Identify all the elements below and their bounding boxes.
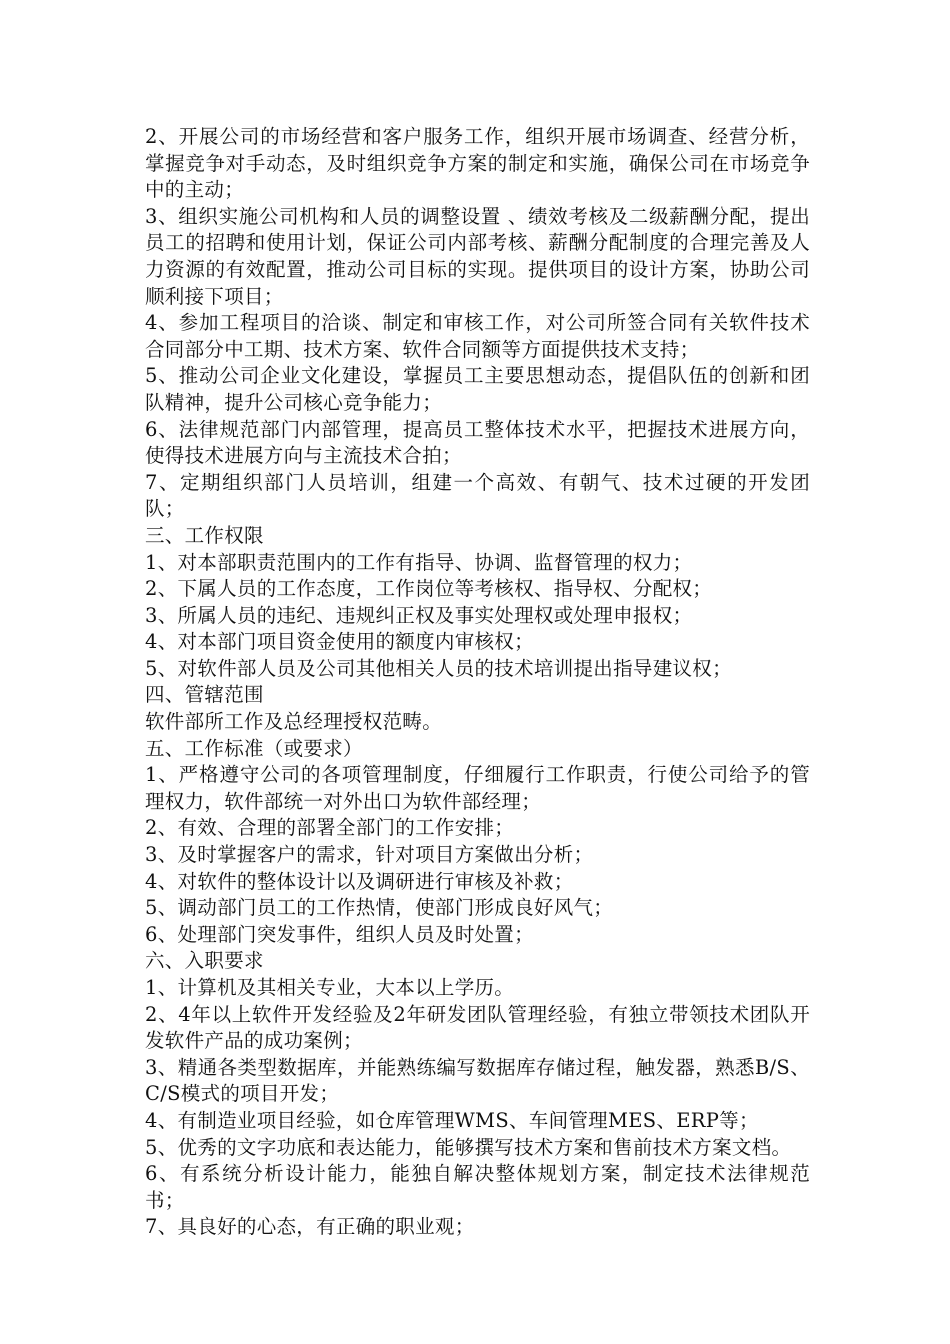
duty-item-5: 5、推动公司企业文化建设，掌握员工主要思想动态，提倡队伍的创新和团队精神，提升公司核心竞争能力；: [145, 364, 810, 414]
requirement-item-7: 7、具良好的心态，有正确的职业观；: [145, 1215, 475, 1239]
requirement-item-4: 4、有制造业项目经验，如仓库管理WMS、车间管理MES、ERP等；: [145, 1108, 759, 1132]
authority-item-4: 4、对本部门项目资金使用的额度内审核权；: [145, 630, 534, 654]
standard-item-1: 1、严格遵守公司的各项管理制度，仔细履行工作职责，行使公司给予的管理权力，软件部统一对外出口为软件部经理；: [145, 763, 810, 813]
requirement-item-6: 6、有系统分析设计能力，能独自解决整体规划方案，制定技术法律规范书；: [145, 1162, 810, 1212]
duty-item-7: 7、定期组织部门人员培训，组建一个高效、有朝气、技术过硬的开发团队；: [145, 470, 810, 521]
requirement-item-2: 2、4年以上软件开发经验及2年研发团队管理经验，有独立带领技术团队开发软件产品的成功案例；: [145, 1002, 810, 1053]
scope-text: 软件部所工作及总经理授权范畴。: [145, 710, 443, 734]
requirement-item-5: 5、优秀的文字功底和表达能力，能够撰写技术方案和售前技术方案文档。: [145, 1135, 792, 1159]
section-heading-standards: 五、工作标准（或要求）: [145, 736, 363, 760]
standard-item-2: 2、有效、合理的部署全部门的工作安排；: [145, 816, 515, 840]
standard-item-4: 4、对软件的整体设计以及调研进行审核及补救；: [145, 869, 574, 893]
duty-item-6: 6、法律规范部门内部管理，提高员工整体技术水平，把握技术进展方向，使得技术进展方向与主流技术合拍；: [145, 417, 810, 468]
standard-item-6: 6、处理部门突发事件，组织人员及时处置；: [145, 922, 534, 946]
authority-item-1: 1、对本部职责范围内的工作有指导、协调、监督管理的权力；: [145, 550, 693, 574]
section-heading-scope: 四、管辖范围: [145, 683, 264, 707]
document-body: [145, 124, 810, 1241]
authority-item-3: 3、所属人员的违纪、违规纠正权及事实处理权或处理申报权；: [145, 603, 693, 627]
standard-item-5: 5、调动部门员工的工作热情，使部门形成良好风气；: [145, 896, 614, 920]
requirement-item-3: 3、精通各类型数据库，并能熟练编写数据库存储过程，触发器，熟悉B/S、C/S模式的项目开发；: [145, 1055, 810, 1106]
requirement-item-1: 1、计算机及其相关专业，大本以上学历。: [145, 976, 515, 999]
duty-item-3: 3、组织实施公司机构和人员的调整设置 、绩效考核及二级薪酬分配，提出员工的招聘和使用计划，保证公司内部考核、薪酬分配制度的合理完善及人力资源的有效配置，推动公司目标的实现。提供项目的设计方案，协助公司顺利接下项目；: [145, 204, 810, 308]
authority-item-5: 5、对软件部人员及公司其他相关人员的技术培训提出指导建议权；: [145, 656, 732, 680]
duty-item-4: 4、参加工程项目的洽谈、制定和审核工作，对公司所签合同有关软件技术合同部分中工期、技术方案、软件合同额等方面提供技术支持；: [145, 311, 810, 361]
section-heading-requirements: 六、入职要求: [145, 949, 264, 973]
authority-item-2: 2、下属人员的工作态度，工作岗位等考核权、指导权、分配权；: [145, 577, 713, 601]
standard-item-3: 3、及时掌握客户的需求，针对项目方案做出分析；: [145, 843, 594, 867]
section-heading-authority: 三、工作权限: [145, 523, 264, 547]
duty-item-2: 2、开展公司的市场经营和客户服务工作，组织开展市场调查、经营分析，掌握竞争对手动态，及时组织竞争方案的制定和实施，确保公司在市场竞争中的主动；: [145, 125, 810, 202]
